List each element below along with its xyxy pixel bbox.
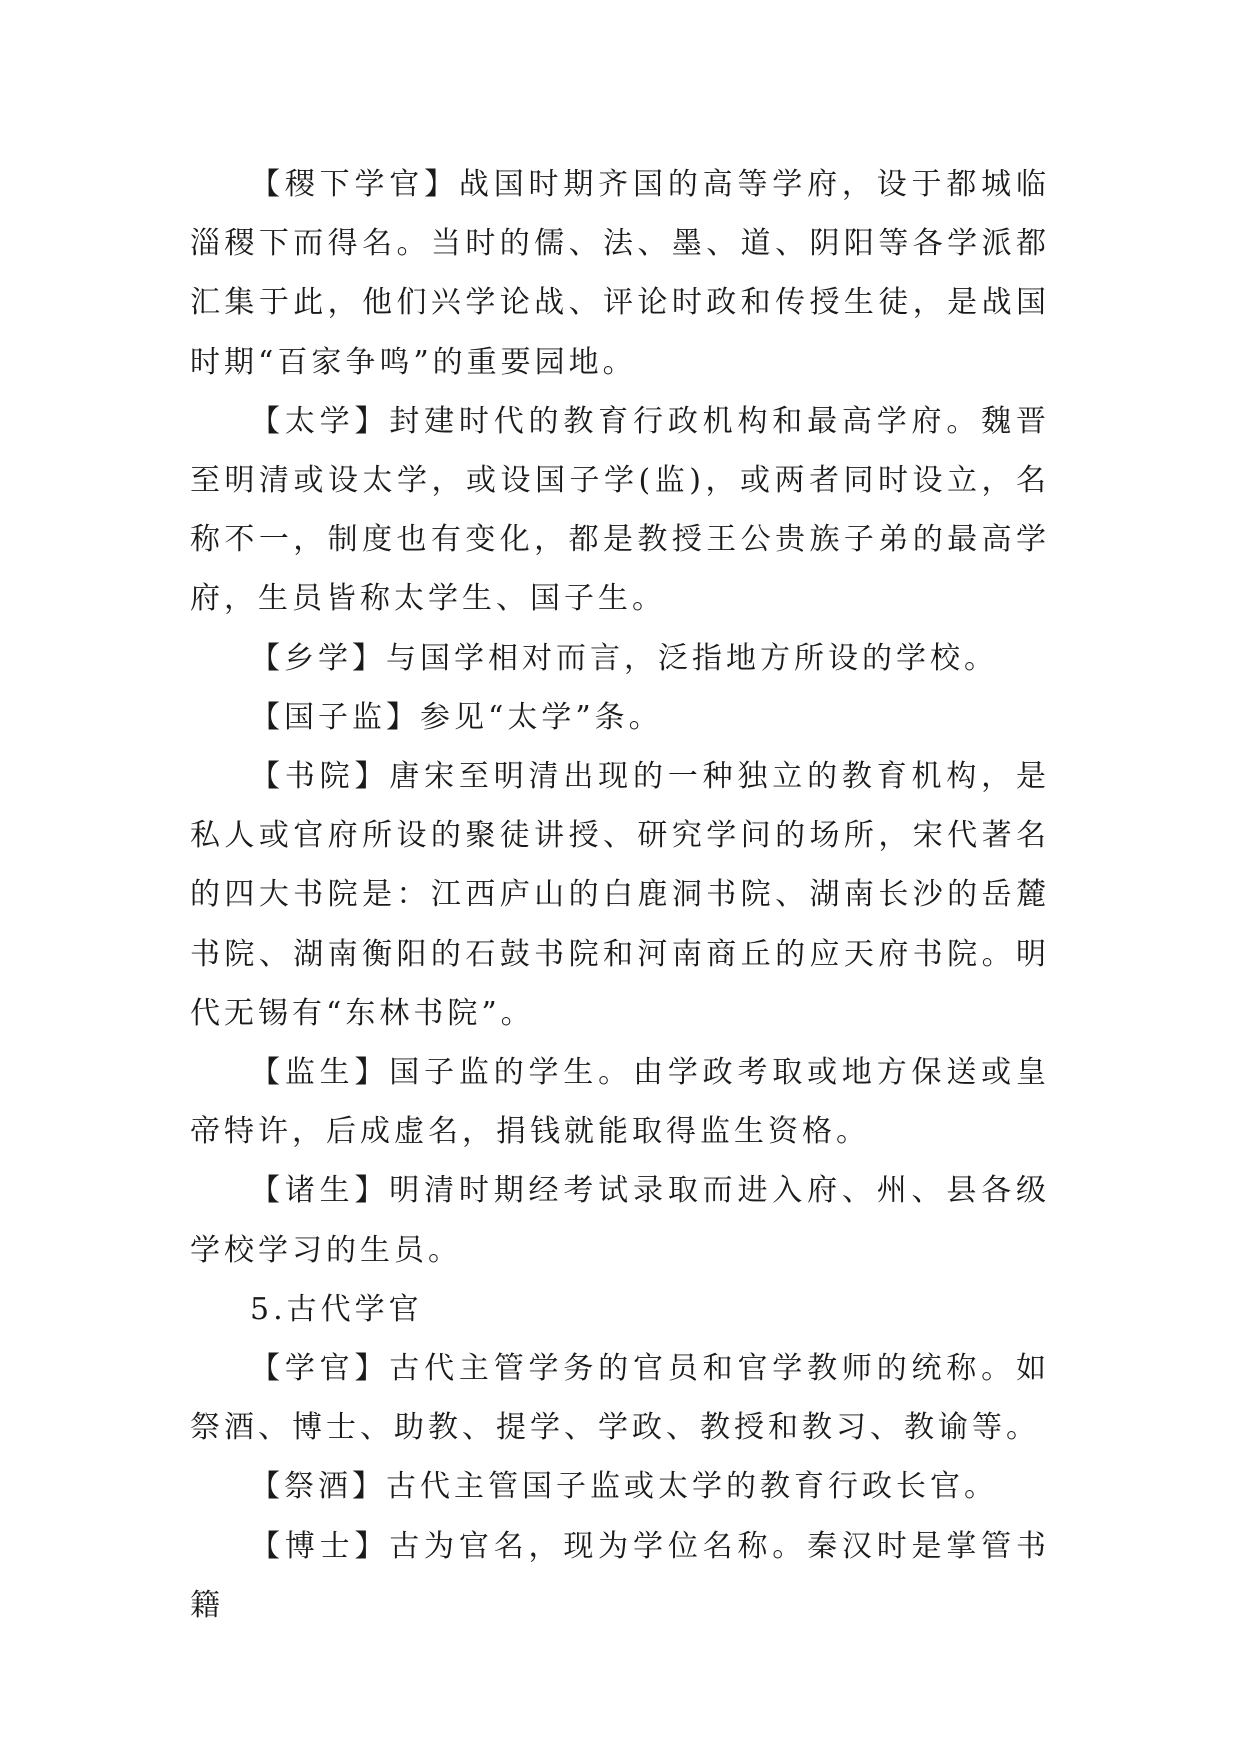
section-heading-gudai-xueguan: 5.古代学官 bbox=[250, 1291, 423, 1327]
document-body bbox=[190, 155, 1050, 1635]
paragraph-xiangxue: 【乡学】与国学相对而言，泛指地方所设的学校。 bbox=[250, 640, 998, 676]
paragraph-xueguan: 【学官】古代主管学务的官员和官学教师的统称。如祭酒、博士、助教、提学、学政、教授和教习、教谕等。 bbox=[190, 1351, 1050, 1446]
paragraph-taixue: 【太学】封建时代的教育行政机构和最高学府。魏晋至明清或设太学，或设国子学(监)，或两者同时设立，名称不一，制度也有变化，都是教授王公贵族子弟的最高学府，生员皆称太学生、国子生。 bbox=[190, 403, 1050, 617]
paragraph-guozijian: 【国子监】参见“太学”条。 bbox=[250, 699, 663, 735]
paragraph-jijiu: 【祭酒】古代主管国子监或太学的教育行政长官。 bbox=[250, 1469, 998, 1505]
paragraph-boshi: 【博士】古为官名，现为学位名称。秦汉时是掌管书籍 bbox=[190, 1528, 1050, 1623]
paragraph-zhusheng: 【诸生】明清时期经考试录取而进入府、州、县各级学校学习的生员。 bbox=[190, 1173, 1050, 1268]
paragraph-jixia-xuegong: 【稷下学官】战国时期齐国的高等学府，设于都城临淄稷下而得名。当时的儒、法、墨、道、阴阳等各学派都汇集于此，他们兴学论战、评论时政和传授生徒，是战国时期“百家争鸣”的重要园地。 bbox=[190, 167, 1050, 380]
paragraph-jiansheng: 【监生】国子监的学生。由学政考取或地方保送或皇帝特许，后成虚名，捐钱就能取得监生资格。 bbox=[190, 1055, 1050, 1150]
paragraph-shuyuan: 【书院】唐宋至明清出现的一种独立的教育机构，是私人或官府所设的聚徒讲授、研究学问的场所，宋代著名的四大书院是：江西庐山的白鹿洞书院、湖南长沙的岳麓书院、湖南衡阳的石鼓书院和河南商丘的应天府书院。明代无锡有“东林书院”。 bbox=[190, 759, 1050, 1031]
